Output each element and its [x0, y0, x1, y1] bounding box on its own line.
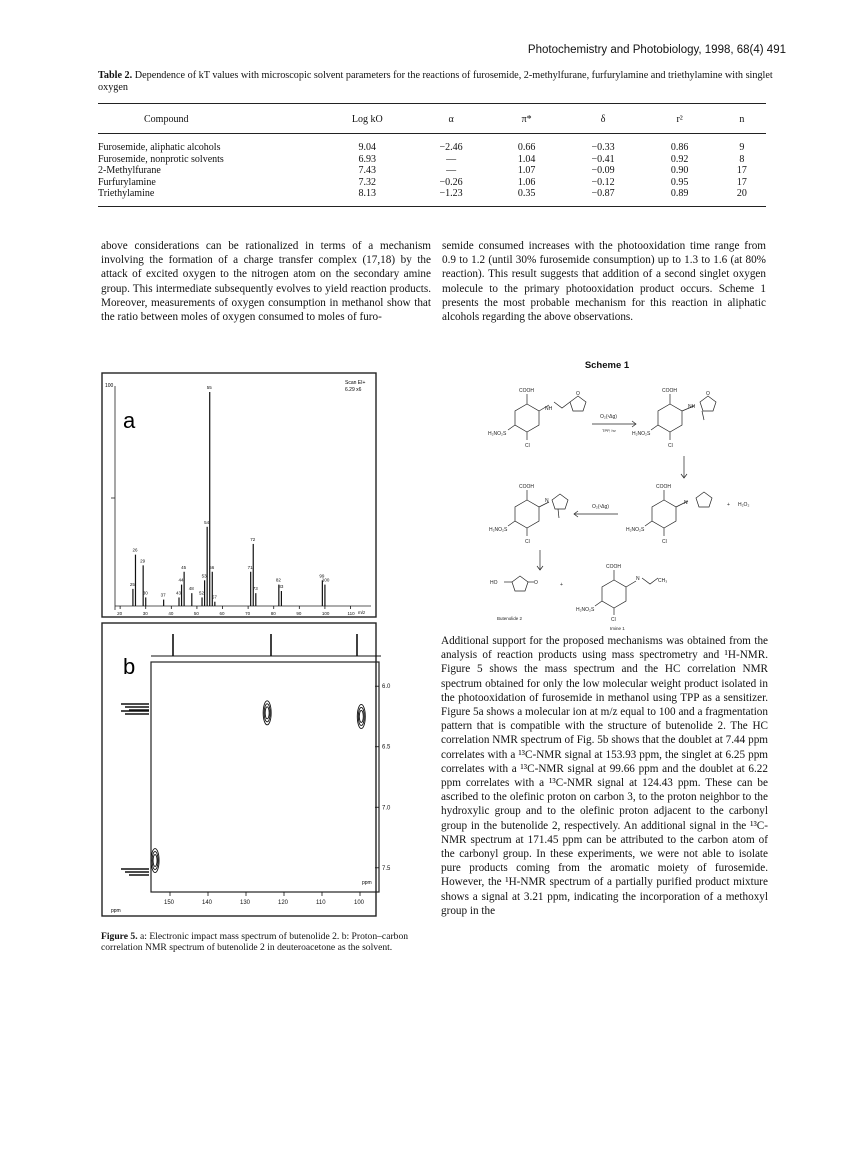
table-cell: 1.07 [517, 165, 536, 177]
table-cell: 8.13 [321, 188, 414, 206]
panel-b-left-projection [121, 704, 149, 875]
nmr-y-tick-label: 7.0 [382, 805, 391, 812]
panel-a-ytop: 100 [105, 383, 114, 389]
table-label: Table 2. [98, 70, 133, 81]
ms-peak-label: 37 [160, 592, 166, 598]
table-cell: 0.66 [517, 142, 536, 153]
table-cell: 20 [718, 188, 766, 206]
col-delta: δ [565, 104, 642, 134]
table-cell: −0.87 [565, 188, 642, 206]
table-caption-text: Dependence of kT values with microscopic solvent parameters for the reactions of furosemide, 2-methylfurane, furfurylamine and triethylamine with singlet oxygen [98, 70, 773, 93]
paragraph-right-2: Additional support for the proposed mechanisms was obtained from the analysis of reaction products using mass spectrometry and ¹H-NMR. Figure 5 shows the mass spectrum and the HC correlation NMR spectrum obtained for only the low molecular weight product isolated in the photooxidation of furosemide in methanol using TPP as a sensitizer. Figure 5a shows a molecular ion at m/z equal to 100 and a fragmentation pattern that is compatible with the structure of butenolide 2. The HC correlation NMR spectrum of Fig. 5b shows that the doublet at 7.44 ppm correlates with a ¹³C-NMR signal at 153.93 ppm, the singlet at 6.25 ppm correlates with a ¹³C-NMR signal at 99.66 ppm and the doublet at 6.22 ppm correlates with a ¹³C-NMR signal at 124.43 ppm. These can be ascribed to the olefinic proton on carbon 3, to the proton neighbor to the hydroxylic group and to the olefinic proton adjacent to the carbonyl group in the butenolide 2, respectively. An additional signal in the ¹³C-NMR spectrum at 171.45 ppm can be attributed to the carbon atom of the carbonyl group. In these experiments, we were not able to isolate pure products coming from the aromatic moiety of furosemide. However, the ¹H-NMR spectrum of a partially purified product mixture shows a signal at 3.21 ppm, indicating the incorporation of a methoxyl group in the [441, 635, 768, 917]
ms-peak-label: 83 [278, 584, 284, 590]
reaction-arrow-3 [574, 504, 618, 517]
col-compound: Compound [98, 104, 321, 134]
ms-x-tick-label: 50 [193, 611, 199, 616]
ms-peak-label: 72 [250, 536, 256, 542]
ms-peak-label: 45 [181, 564, 187, 570]
reaction-arrow-4 [537, 550, 543, 570]
ms-peak-label: 25 [129, 581, 135, 587]
table-cell: Furfurylamine [98, 176, 156, 188]
table-cell: — [446, 153, 457, 165]
ms-x-tick-label: 110 [347, 611, 355, 616]
figure-5 [101, 372, 391, 916]
panel-b-label: b [123, 654, 136, 679]
panel-a-scan-value: 6.29 x6 [345, 387, 362, 393]
label-h2no2s: H₂NO₂S [488, 431, 507, 437]
col-pi: π* [489, 104, 565, 134]
label-o: O [576, 391, 580, 397]
table-cell: Furosemide, aliphatic alcohols [98, 142, 221, 153]
ms-peak-label: 48 [188, 586, 194, 592]
label-h2no2s: H₂NO₂S [576, 607, 595, 613]
table-row [98, 165, 766, 177]
table-cell: 1.06 [517, 176, 536, 188]
ms-x-tick-label: 40 [168, 611, 174, 616]
table-row [98, 154, 766, 166]
ms-x-tick-label: 80 [270, 611, 276, 616]
label-cl: Cl [611, 617, 616, 623]
reaction-arrow-1 [592, 414, 636, 433]
table-cell: 6.93 [358, 153, 377, 165]
label-h2o2: H₂O₂ [738, 502, 750, 508]
nmr-y-tick-label: 6.0 [382, 684, 391, 691]
paragraph-right: semide consumed increases with the photooxidation time range from 0.9 to 1.2 (until 30% furosemide consumption) up to 1.3 to 1.6 (at 80% reaction). This result suggests that addition of a second singlet oxygen molecule to the primary photooxidation product occurs. Scheme 1 presents the most probable mechanism for this reaction in aliphatic alcohols regarding the above observations. [442, 240, 766, 324]
col-n: n [718, 104, 766, 134]
label-h2no2s: H₂NO₂S [489, 527, 508, 533]
table-cell: 0.90 [670, 165, 689, 177]
ms-peak-label: 52 [199, 590, 205, 596]
table-caption [98, 70, 778, 94]
label-ho: HO [490, 580, 498, 586]
table-cell: 0.86 [670, 142, 689, 153]
label-cooh: COOH [662, 388, 677, 394]
label-cl: Cl [525, 443, 530, 449]
nmr-cross-peak [359, 710, 363, 722]
label-cl: Cl [525, 539, 530, 545]
label-o2: O₂(¹Δg) [592, 504, 609, 510]
table-cell: 7.32 [358, 176, 377, 188]
label-o2: O₂(¹Δg) [600, 414, 617, 420]
figure-caption-label: Figure 5. [101, 931, 138, 942]
panel-a-mass-spectrum [102, 373, 376, 617]
ms-x-tick-label: 30 [142, 611, 148, 616]
intermediate-structure [626, 484, 749, 545]
nmr-x-tick-label: 130 [240, 900, 251, 906]
panel-a-scan-label: Scan EI+ [345, 380, 366, 386]
ms-peak-label: 99 [319, 573, 325, 579]
table-cell: −2.46 [439, 142, 463, 153]
ms-peak-label: 73 [252, 586, 258, 592]
endoperoxide-structure [632, 388, 716, 449]
nmr-x-tick-label: 100 [354, 900, 365, 906]
table-cell: −1.23 [414, 188, 489, 206]
panel-b-hc-correlation [102, 623, 391, 916]
label-cooh: COOH [519, 484, 534, 490]
table-cell: 0.89 [641, 188, 717, 206]
table-cell: Triethylamine [98, 188, 321, 206]
ms-peak-label: 43 [176, 590, 182, 596]
table-cell: −0.12 [591, 176, 615, 188]
label-cooh: COOH [656, 484, 671, 490]
nmr-y-tick-label: 6.5 [382, 744, 391, 751]
dioxetane-structure [489, 484, 568, 545]
paragraph-left: above considerations can be rationalized in terms of a mechanism involving the formation of a charge transfer complex (17,18) by the attack of excited oxygen to the nitrogen atom on the secondary amine group. This intermediate subsequently evolves to yield reaction products. Moreover, measurements of oxygen consumption in methanol show that the ratio between moles of oxygen consumed to moles of furo- [101, 240, 431, 324]
panel-a-label: a [123, 408, 136, 433]
panel-b-plot-area [151, 662, 379, 892]
figure-caption [101, 931, 431, 953]
running-head: Photochemistry and Photobiology, 1998, 68(4) 491 [527, 44, 786, 56]
panel-b-xunit: ppm [111, 908, 121, 914]
table-cell: 1.04 [517, 153, 536, 165]
label-tpp: TPP, hν [602, 428, 616, 433]
label-butenolide: Butenolide 2 [497, 616, 523, 621]
label-cl: Cl [668, 443, 673, 449]
ms-x-tick-label: 90 [296, 611, 302, 616]
nmr-cross-peak [265, 707, 269, 719]
label-cooh: COOH [519, 388, 534, 394]
table-cell: 0.92 [670, 153, 689, 165]
table-cell: 0.35 [489, 188, 565, 206]
table-cell: 17 [736, 165, 747, 177]
table-cell: −0.41 [591, 153, 615, 165]
label-n: N [545, 498, 549, 504]
ms-peak-label: 30 [142, 590, 148, 596]
ms-x-tick-label: 20 [117, 611, 123, 616]
ms-x-tick-label: 100 [321, 611, 330, 616]
nmr-cross-peak [153, 855, 157, 867]
col-alpha: α [414, 104, 489, 134]
ms-peak-label: 55 [206, 385, 212, 390]
table-cell: 0.95 [670, 176, 689, 188]
table-cell: 17 [736, 176, 747, 188]
label-h2no2s: H₂NO₂S [632, 431, 651, 437]
ms-peak-label: 44 [178, 577, 184, 583]
table-cell: 7.43 [358, 165, 377, 177]
table-cell: −0.09 [591, 165, 615, 177]
table-row [98, 177, 766, 189]
ms-peak-label: 29 [140, 558, 146, 564]
ms-peak-label: 57 [211, 594, 217, 600]
label-n: N [684, 500, 688, 506]
label-h2no2s: H₂NO₂S [626, 527, 645, 533]
ms-peak-label: 71 [247, 564, 253, 570]
table-cell: 8 [739, 153, 745, 165]
ms-peak-label: 26 [132, 547, 138, 553]
table-header-row [98, 104, 766, 134]
label-cl: Cl [662, 539, 667, 545]
label-plus: + [560, 582, 563, 588]
nmr-x-tick-label: 150 [164, 900, 175, 906]
label-o: O [534, 580, 538, 586]
figure-caption-text: a: Electronic impact mass spectrum of butenolide 2. b: Proton–carbon correlation NMR spectrum of butenolide 2 in deuteroacetone as the solvent. [101, 931, 409, 954]
label-ch3: CH₃ [658, 578, 668, 584]
nmr-x-tick-label: 140 [202, 900, 213, 906]
butenolide-structure [490, 576, 563, 621]
table-row [98, 134, 766, 154]
table-cell: 2-Methylfurane [98, 165, 161, 177]
label-n: N [636, 576, 640, 582]
label-imine: Imine 1 [610, 626, 625, 631]
label-o: O [706, 391, 710, 397]
furosemide-structure [488, 388, 586, 449]
table-cell: −0.33 [591, 142, 615, 153]
panel-a-xunit: m/z [358, 610, 366, 615]
ms-x-tick-label: 70 [245, 611, 251, 616]
table-row [98, 188, 766, 206]
imine-structure [576, 564, 667, 631]
table-2 [98, 103, 766, 207]
label-plus: + [727, 502, 730, 508]
table-cell: — [446, 165, 457, 177]
table-cell: −0.26 [439, 176, 463, 188]
scheme-1 [442, 360, 772, 631]
ms-peak-label: 82 [275, 577, 281, 583]
col-logko: Log kO [321, 104, 414, 134]
label-cooh: COOH [606, 564, 621, 570]
table-cell: 9.04 [358, 142, 377, 153]
ms-peak-label: 53 [201, 573, 207, 579]
label-nh: NH [688, 404, 696, 410]
ms-peak-label: 56 [209, 564, 215, 570]
nmr-x-tick-label: 110 [316, 900, 326, 906]
table-cell: 9 [739, 142, 745, 153]
panel-b-yunit: ppm [362, 880, 372, 886]
col-r2: r² [641, 104, 717, 134]
ms-x-tick-label: 60 [219, 611, 225, 616]
table-cell: Furosemide, nonprotic solvents [98, 153, 224, 165]
label-nh: NH [545, 406, 553, 412]
ms-peak-label: 54 [204, 519, 210, 525]
ms-peak-label: 100 [321, 577, 330, 583]
nmr-y-tick-label: 7.5 [382, 865, 391, 872]
scheme-title: Scheme 1 [584, 360, 630, 371]
nmr-x-tick-label: 120 [278, 900, 289, 906]
reaction-arrow-2 [681, 456, 687, 478]
